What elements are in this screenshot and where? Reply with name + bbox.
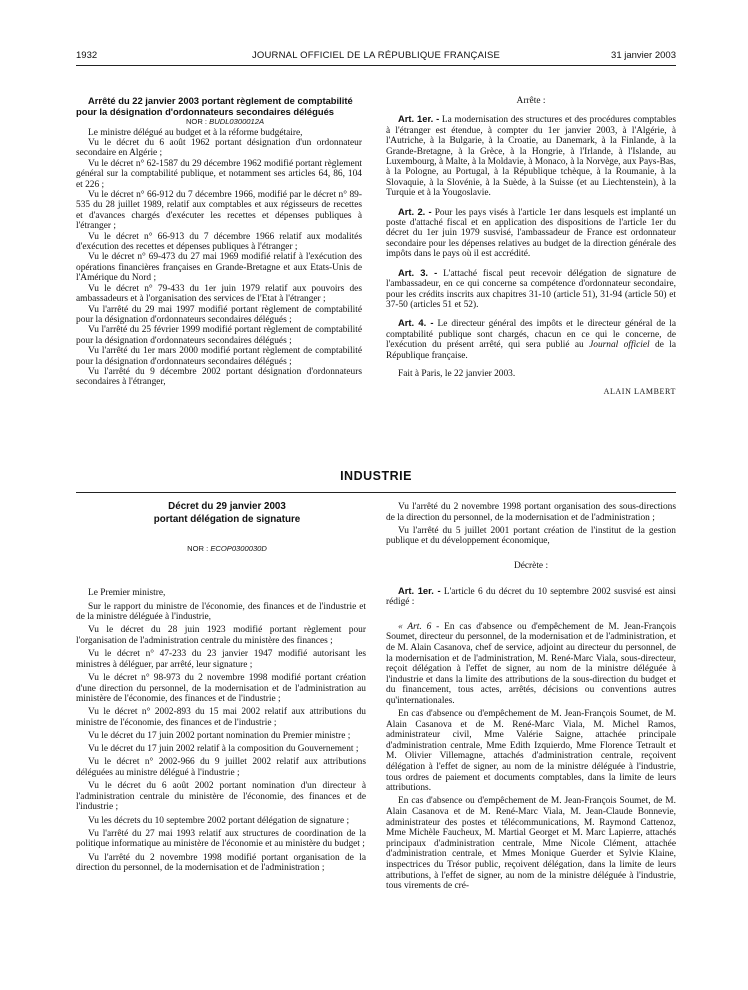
article-label: Art. 1er. - <box>398 584 441 596</box>
decret-title-line2: portant délégation de signature <box>153 514 301 526</box>
journal-officiel-italic: Journal officiel <box>589 340 650 351</box>
article-6-label: « Art. 6 <box>398 621 432 632</box>
decret-title-line1: Décret du 29 janvier 2003 <box>168 501 286 512</box>
nor-code: BUDL0300012A <box>209 117 265 127</box>
decret-visa: Vu l'arrêté du 2 novembre 1998 modifié portant organisation de la direction du personnel, de la modernisation et de l'administration ; <box>76 852 366 874</box>
decret-visa: Vu le décret du 17 juin 2002 relatif à la composition du Gouvernement ; <box>88 744 359 755</box>
arrete-visa: Vu le décret n° 62-1587 du 29 décembre 1962 modifié portant règlement général sur la comptabilité publique, et notamment ses articles 64, 86, 104 et 226 ; <box>76 158 362 190</box>
arrete-visa: Vu le décret du 6 août 1962 portant désignation d'un ordonnateur secondaire en Algérie ; <box>76 138 362 159</box>
decret-column-left <box>76 502 366 874</box>
article-text: Pour les pays visés à l'article 1er dans lesquels est implanté un poste d'attaché fiscal et en application des dispositions de l'article 1er du décret du 1er juin 1979 susvisé, l'ambassadeur de France est ordonnateur secondaire pour les dépenses relatives au budget de la direction générale des impôts dans le pays où il est accrédité. <box>386 207 677 260</box>
arrete-visa: Vu l'arrêté du 9 décembre 2002 portant désignation d'ordonnateurs secondaires à l'étranger, <box>76 366 362 388</box>
article-label: Art. 2. - <box>398 205 432 217</box>
article-2 <box>386 207 676 260</box>
decret-visa: Vu le décret du 28 juin 1923 modifié portant règlement pour l'organisation de l'administration centrale du ministère des finances ; <box>76 625 366 646</box>
header-rule <box>76 65 676 66</box>
decret-visa: Vu le décret n° 47-233 du 23 janvier 1947 modifié autorisant les ministres à déléguer, par arrêté, leur signature ; <box>76 649 366 670</box>
spacer <box>386 608 676 622</box>
article-3 <box>386 268 676 311</box>
arrete-title: Arrêté du 22 janvier 2003 portant règlement de comptabilité pour la désignation d'ordonnateurs secondaires délégués <box>76 95 353 117</box>
nor-prefix: NOR : <box>185 117 210 127</box>
arrete-visa: Vu l'arrêté du 29 mai 1997 modifié portant règlement de comptabilité pour la désignation d'ordonnateurs secondaires délégués ; <box>76 304 362 325</box>
decret-paragraph: En cas d'absence ou d'empêchement de M. Jean-François Soumet, de M. Alain Casanova et de M. René-Marc Viala, M. Michel Ramos, administrateur civil, Mme Valérie Saigne, attachée principale d'administration centrale, Mme Edith Izquierdo, Mme Florence Tetrault et M. Olivier Villemagne, attachés d'administration centrale, reçoivent délégation à l'effet de signer, au nom de la ministre déléguée à l'industrie, tous ordres de paiement et documents comptables, dans la limite de leurs attributions. <box>386 709 676 794</box>
arrete-word: Arrête : <box>516 96 546 106</box>
article-4 <box>386 318 676 361</box>
decret-visa: Vu les décrets du 10 septembre 2002 portant délégation de signature ; <box>88 815 350 826</box>
article-text: La modernisation des structures et des procédures comptables à l'étranger est étendue, à compter du 1er janvier 2003, à l'Algérie, à l'Autriche, à la Bulgarie, à la Croatie, au Danemark, à la Finlande, à la Grande-Bretagne, à la Grèce, à la Hongrie, à l'Irlande, à l'Islande, au Luxembourg, à Malte, à la Moldavie, à Monaco, à la Norvège, aux Pays-Bas, à la Pologne, au Portugal, à la République tchèque, à la Roumanie, à la Slovaquie, à la Slovénie, à la Suède, à la Suisse (et au Liechtenstein), à la Turquie et à la Yougoslavie. <box>386 115 676 199</box>
decret-visa: Vu le décret n° 98-973 du 2 novembre 1998 modifié portant création d'une direction du personnel, de la modernisation et de l'administration au ministère de l'économie, des finances et de l'industrie ; <box>76 672 366 705</box>
decret-visa: Vu l'arrêté du 2 novembre 1998 portant organisation des sous-directions de la direction du personnel, de la modernisation et de l'administration ; <box>386 502 676 523</box>
article-text: Le directeur général des impôts et le directeur général de la comptabilité publique sont chargés, chacun en ce qui le concerne, de l'exécution du présent arrêté, qui sera publié au <box>386 319 676 351</box>
decret-visa: Vu le décret du 17 juin 2002 portant nomination du Premier ministre ; <box>88 731 351 742</box>
article-text: L'article 6 du décret du 10 septembre 2002 susvisé est ainsi rédigé : <box>386 586 677 608</box>
decret-article-6 <box>386 622 676 707</box>
arrete-nor <box>76 117 362 127</box>
nor-code: ECOP0300030D <box>210 543 267 553</box>
article-1 <box>386 114 676 198</box>
arrete-intro: Le ministre délégué au budget et à la réforme budgétaire, <box>88 127 303 138</box>
spacer <box>386 572 676 586</box>
decret-paragraph: En cas d'absence ou d'empêchement de M. Jean-François Soumet, de M. Alain Casanova et de M. René-Marc Viala, M. Jean-Claude Bonnevie, administrateur des postes et télécommunications, M. Raymond Cattenoz, Mme Michèle Faucheux, M. Martial Georget et M. Marc Lapierre, attachés principaux d'administration centrale, Mme Nicole Clément, attachée d'administration centrale, et Mmes Monique Guerder et Sylvie Klaine, inspectrices du Trésor public, reçoivent délégation, dans la limite de leurs attributions, à l'effet de signer, au nom de la ministre déléguée à l'industrie, tous virements de cré- <box>386 796 676 892</box>
decret-visa: Vu l'arrêté du 27 mai 1993 relatif aux structures de coordination de la politique informatique au ministère de l'économie et au ministère du budget ; <box>76 828 366 850</box>
decret-intro: Le Premier ministre, <box>88 588 166 599</box>
article-text: L'attaché fiscal peut recevoir délégation de signature de l'ambassadeur, en ce qui concerne sa compétence d'ordonnateur secondaire, pour les crédits inscrits aux chapitres 31-10 (article 51), 31-94 (article 50) et 37-50 (articles 51 et 52). <box>386 268 677 310</box>
decret-visa: Sur le rapport du ministre de l'économie, des finances et de l'industrie et de la ministre déléguée à l'industrie, <box>76 601 366 623</box>
arrete-visa: Vu l'arrêté du 1er mars 2000 modifié portant règlement de comptabilité pour la désignation d'ordonnateurs secondaires délégués ; <box>76 346 362 367</box>
issue-date: 31 janvier 2003 <box>611 50 676 61</box>
journal-title: JOURNAL OFFICIEL DE LA RÉPUBLIQUE FRANÇAISE <box>251 50 501 61</box>
done-at-paris: Fait à Paris, le 22 janvier 2003. <box>398 368 516 379</box>
section-heading: INDUSTRIE <box>340 469 412 483</box>
arrete-visa: Vu le décret n° 69-473 du 27 mai 1969 modifié relatif à l'exécution des opérations financières françaises en Grande-Bretagne et aux Etats-Unis de l'Amérique du Nord ; <box>76 252 362 284</box>
spacer <box>386 547 676 561</box>
section-rule <box>76 492 676 493</box>
running-header <box>76 50 676 64</box>
decrete-word: Décrète : <box>513 560 549 571</box>
arrete-visa: Vu l'arrêté du 25 février 1999 modifié portant règlement de comptabilité pour la désignation d'ordonnateurs secondaires délégués ; <box>76 325 362 346</box>
decret-visa: Vu le décret du 6 août 2002 portant nomination d'un directeur à l'administration centrale du ministère de l'économie, des finances et de l'industrie ; <box>76 781 366 813</box>
decret-article-1 <box>386 586 676 608</box>
article-label: Art. 1er. - <box>398 113 440 125</box>
article-label: Art. 4. - <box>398 317 434 329</box>
signature: ALAIN LAMBERT <box>603 387 676 397</box>
page-number: 1932 <box>76 50 98 61</box>
decret-nor <box>76 544 366 555</box>
decret-visa: Vu l'arrêté du 5 juillet 2001 portant création de l'institut de la gestion publique et du développement économique, <box>386 525 676 547</box>
arrete-column-right <box>386 96 676 398</box>
arrete-visa: Vu le décret n° 79-433 du 1er juin 1979 relatif aux pouvoirs des ambassadeurs et à l'organisation des services de l'Etat à l'étranger ; <box>76 283 362 305</box>
nor-prefix: NOR : <box>187 543 211 553</box>
article-6-text: - En cas d'absence ou d'empêchement de M. Jean-François Soumet, directeur du personnel, de la modernisation et de l'administration, et de M. Alain Casanova, chef de service, adjoint au directeur du personnel, de la modernisation et de l'administration, M. René-Marc Viala, sous-directeur, reçoit délégation à l'effet de signer, au nom de la ministre déléguée à l'industrie et dans la limite des attributions de la sous-direction du budget et du financement, tous actes, arrêtés, décisions ou conventions autres qu'internationales. <box>386 621 676 706</box>
arrete-column-left <box>76 96 362 388</box>
decret-visa: Vu le décret n° 2002-893 du 15 mai 2002 relatif aux attributions du ministre de l'économie, des finances et de l'industrie ; <box>76 707 366 728</box>
article-label: Art. 3. - <box>398 266 438 278</box>
article-text-end: de la République française. <box>386 340 676 361</box>
decret-visa: Vu le décret n° 2002-966 du 9 juillet 2002 relatif aux attributions déléguées au ministre délégué à l'industrie ; <box>76 757 366 779</box>
arrete-visa: Vu le décret n° 66-912 du 7 décembre 1966, modifié par le décret n° 89-535 du 28 juillet 1989, relatif aux comptables et aux régisseurs de recettes et d'avances chargés d'exécuter les recettes et dépenses publiques à l'étranger ; <box>76 190 362 232</box>
arrete-visa: Vu le décret n° 66-913 du 7 décembre 1966 relatif aux modalités d'exécution des recettes et dépenses publiques à l'étranger ; <box>76 231 362 253</box>
decret-column-right <box>386 502 676 892</box>
